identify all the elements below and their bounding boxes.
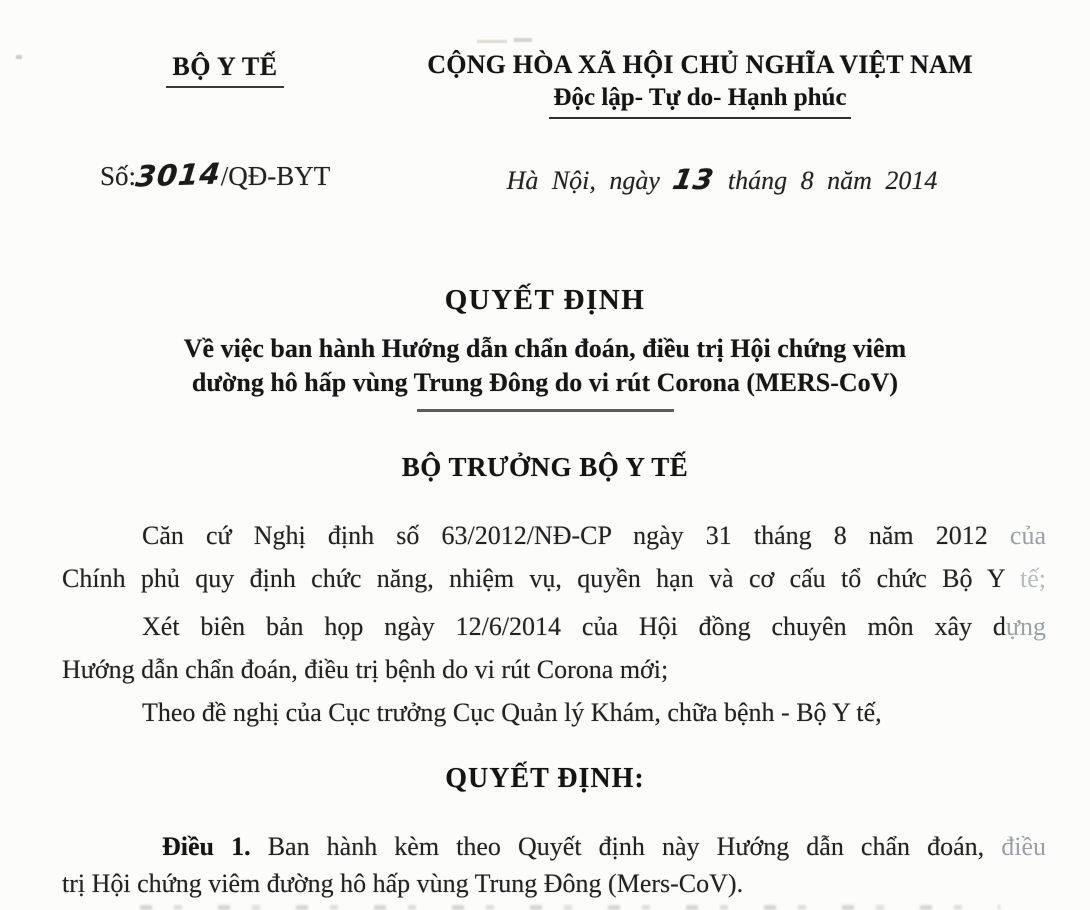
article-1-block (62, 828, 1046, 902)
article-1-line1-faded-word: điều (1001, 832, 1047, 861)
preamble-p1-line1-text: Căn cứ Nghị định số 63/2012/NĐ-CP ngày 31 tháng 8 năm 2012 (142, 521, 988, 550)
decision-subject-title (0, 332, 1090, 412)
scan-artifact-dash (477, 40, 507, 43)
place-date-line (407, 163, 1037, 196)
preamble-paragraph-3 (62, 691, 1046, 734)
national-motto: Độc lập- Tự do- Hạnh phúc (549, 84, 850, 119)
national-title: CỘNG HÒA XÃ HỘI CHỦ NGHĨA VIỆT NAM (427, 50, 973, 79)
preamble-p1-line2-text: Chính phủ quy định chức năng, nhiệm vụ, quyền hạn và cơ cấu tổ chức Bộ Y (62, 564, 1005, 593)
article-1-line1-text: Ban hành kèm theo Quyết định này Hướng dẫn chẩn đoán, (267, 832, 985, 861)
authority-heading: BỘ TRƯỞNG BỘ Y TẾ (401, 452, 689, 482)
document-number-suffix: /QĐ-BYT (220, 161, 331, 191)
article-1-label: Điều 1. (162, 832, 251, 861)
decision-kind-heading: QUYẾT ĐỊNH (444, 284, 646, 316)
document-number-prefix: Số: (100, 161, 137, 191)
issuing-org-block (110, 52, 340, 88)
date-day-handwritten: 13 (670, 163, 718, 196)
document-number (100, 158, 330, 192)
preamble-p2-line2: Hướng dẫn chẩn đoán, điều trị bệnh do vi rút Corona mới; (62, 655, 669, 684)
decision-subject-line1: Về việc ban hành Hướng dẫn chẩn đoán, điều trị Hội chứng viêm (183, 334, 907, 363)
preamble-p1-line2-faded-word: tế; (1020, 564, 1047, 593)
preamble-p2-line1 (62, 605, 1046, 648)
title-underline (417, 409, 674, 412)
article-1-line1 (62, 828, 1046, 865)
preamble-p1-line2 (62, 557, 1046, 600)
preamble-p3-line1: Theo đề nghị của Cục trưởng Cục Quản lý Khám, chữa bệnh - Bộ Y tế, (142, 698, 882, 727)
decision-operative-heading: QUYẾT ĐỊNH: (445, 763, 645, 794)
scan-artifact-dot (16, 55, 22, 59)
article-1-line2: trị Hội chứng viêm đường hô hấp vùng Trung Đông (Mers-CoV). (62, 869, 744, 898)
date-suffix: tháng 8 năm 2014 (727, 166, 938, 195)
preamble-p2-line1-faded-chars: ựng (1005, 612, 1046, 641)
preamble-p2-line1-text: Xét biên bản họp ngày 12/6/2014 của Hội đồng chuyên môn xây d (142, 612, 1006, 641)
date-prefix: Hà Nội, ngày (506, 166, 660, 195)
decision-subject-line2: dường hô hấp vùng Trung Đông do vi rút Corona (MERS-CoV) (191, 368, 899, 397)
scan-artifact-dash (514, 38, 532, 42)
cutoff-next-line-artifact (140, 905, 1000, 910)
national-header-block (385, 50, 1015, 119)
preamble-p1-line1-faded-word: của (1009, 521, 1046, 550)
preamble-p1-line1 (62, 514, 1046, 557)
preamble-paragraph-2 (62, 605, 1046, 691)
preamble-paragraph-1 (62, 514, 1046, 600)
issuing-org-name: BỘ Y TẾ (166, 52, 283, 88)
preamble-block (62, 514, 1046, 734)
document-number-handwritten: 3014 (134, 156, 223, 194)
